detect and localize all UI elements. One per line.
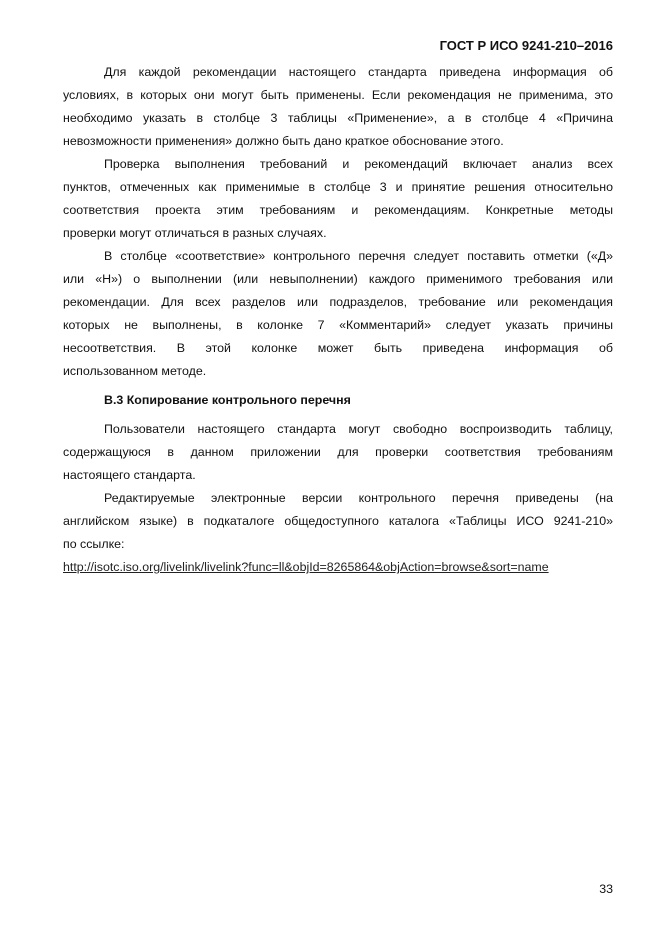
paragraph-line: Проверка выполнения требований и рекомендаций включает анализ всех xyxy=(104,157,613,171)
paragraph-line: по ссылке: xyxy=(63,537,125,551)
paragraph-line: невозможности применения» должно быть дано краткое обоснование этого. xyxy=(63,134,504,148)
paragraph-line: Редактируемые электронные версии контрольного перечня приведены (на xyxy=(104,491,613,505)
paragraph-line: содержащуюся в данном приложении для проверки соответствия требованиям xyxy=(63,445,613,459)
paragraph-line: В столбце «соответствие» контрольного перечня следует поставить отметки («Д» xyxy=(104,249,613,263)
paragraph-line: английском языке) в подкаталоге общедоступного каталога «Таблицы ИСО 9241-210» xyxy=(63,514,613,528)
paragraph-line: условиях, в которых они могут быть применены. Если рекомендация не применима, это xyxy=(63,88,613,102)
paragraph-line: которых не выполнены, в колонке 7 «Комментарий» следует указать причины xyxy=(63,318,613,332)
section-heading: В.3 Копирование контрольного перечня xyxy=(104,393,351,407)
paragraph-line: необходимо указать в столбце 3 таблицы «Применение», а в столбце 4 «Причина xyxy=(63,111,613,125)
document-code-header: ГОСТ Р ИСО 9241-210–2016 xyxy=(439,38,613,53)
paragraph-line: или «Н») о выполнении (или невыполнении) каждого применимого требования или xyxy=(63,272,613,286)
iso-checklist-link[interactable]: http://isotc.iso.org/livelink/livelink?func=ll&objId=8265864&objAction=browse&sort=name xyxy=(63,560,549,574)
paragraph-line: Пользователи настоящего стандарта могут свободно воспроизводить таблицу, xyxy=(104,422,613,436)
paragraph-line: пунктов, отмеченных как применимые в столбце 3 и принятие решения относительно xyxy=(63,180,613,194)
paragraph-line: соответствия проекта этим требованиям и рекомендациям. Конкретные методы xyxy=(63,203,613,217)
page-number: 33 xyxy=(599,882,613,896)
paragraph-line: рекомендации. Для всех разделов или подразделов, требование или рекомендация xyxy=(63,295,613,309)
paragraph-line: несоответствия. В этой колонке может быть приведена информация об xyxy=(63,341,613,355)
paragraph-line: проверки могут отличаться в разных случаях. xyxy=(63,226,327,240)
paragraph-line: Для каждой рекомендации настоящего стандарта приведена информация об xyxy=(104,65,613,79)
paragraph-line: использованном методе. xyxy=(63,364,207,378)
paragraph-line: настоящего стандарта. xyxy=(63,468,196,482)
